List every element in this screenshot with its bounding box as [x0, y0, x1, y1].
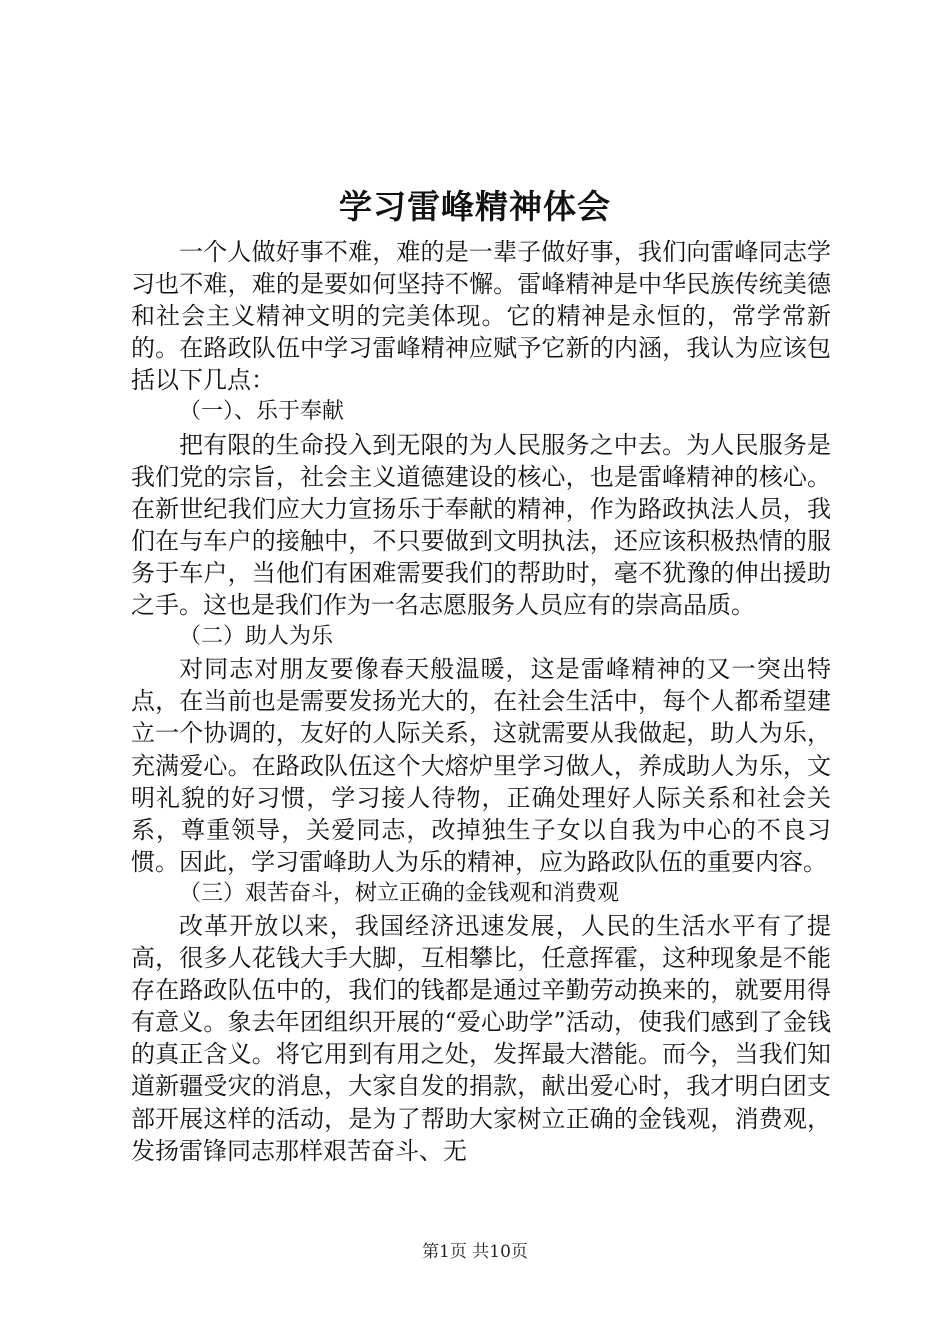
section-heading-2: （二）助人为乐 — [179, 624, 334, 650]
section-paragraph-1: 把有限的生命投入到无限的为人民服务之中去。为人民服务是我们党的宗旨，社会主义道德建设的核心，也是雷峰精神的核心。在新世纪我们应大力宣扬乐于奉献的精神，作为路政执法人员，我们在与车户的接触中，不只要做到文明执法，还应该积极热情的服务于车户，当他们有困难需要我们的帮助时，毫不犹豫的伸出援助之手。这也是我们作为一名志愿服务人员应有的崇高品质。 — [131, 430, 831, 620]
document-body — [131, 236, 831, 1167]
section-paragraph-3: 改革开放以来，我国经济迅速发展，人民的生活水平有了提高，很多人花钱大手大脚，互相攀比，任意挥霍，这种现象是不能存在路政队伍中的，我们的钱都是通过辛勤劳动换来的，就要用得有意义。象去年团组织开展的“爱心助学”活动，使我们感到了金钱的真正含义。将它用到有用之处，发挥最大潜能。而今，当我们知道新疆受灾的消息，大家自发的捐款，献出爱心时，我才明白团支部开展这样的活动，是为了帮助大家树立正确的金钱观，消费观，发扬雷锋同志那样艰苦奋斗、无 — [131, 911, 831, 1165]
section-heading-3: （三）艰苦奋斗，树立正确的金钱观和消费观 — [179, 880, 620, 906]
page-number-footer: 第1页 共10页 — [422, 1242, 528, 1262]
section-paragraph-2: 对同志对朋友要像春天般温暖，这是雷峰精神的又一突出特点，在当前也是需要发扬光大的，在社会生活中，每个人都希望建立一个协调的，友好的人际关系，这就需要从我做起，助人为乐，充满爱心。在路政队伍这个大熔炉里学习做人，养成助人为乐，文明礼貌的好习惯，学习接人待物，正确处理好人际关系和社会关系，尊重领导，关爱同志，改掉独生子女以自我为中心的不良习惯。因此，学习雷峰助人为乐的精神，应为路政队伍的重要内容。 — [131, 655, 831, 876]
intro-paragraph: 一个人做好事不难，难的是一辈子做好事，我们向雷峰同志学习也不难，难的是要如何坚持不懈。雷峰精神是中华民族传统美德和社会主义精神文明的完美体现。它的精神是永恒的，常学常新的。在路政队伍中学习雷峰精神应赋予它新的内涵，我认为应该包括以下几点： — [131, 238, 831, 395]
section-heading-1: （一）、乐于奉献 — [179, 399, 345, 425]
document-title: 学习雷峰精神体会 — [339, 187, 611, 226]
